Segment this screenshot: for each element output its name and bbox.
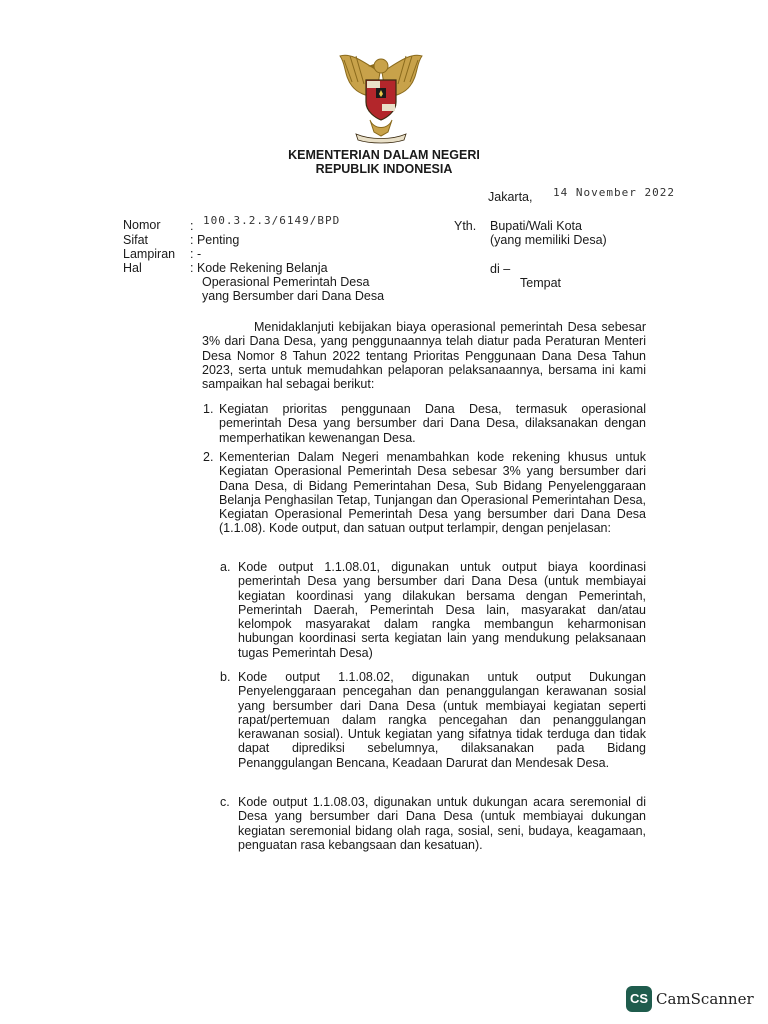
nomor-colon: :	[190, 219, 194, 233]
letter-date: 14 November 2022	[553, 186, 675, 199]
camscanner-logo-icon: CS	[626, 986, 652, 1012]
hal-line-1: : Kode Rekening Belanja	[190, 261, 328, 275]
recipient-line-2: (yang memiliki Desa)	[490, 233, 607, 247]
subitem-a-letter: a.	[220, 560, 231, 574]
letter-place: Jakarta,	[488, 190, 533, 204]
intro-paragraph: Menidaklanjuti kebijakan biaya operasional pemerintah Desa sebesar 3% dari Dana Desa, yang penggunaannya telah diatur pada Peraturan Menteri Desa Nomor 8 Tahun 2022 tentang Prioritas Penggunaan Dana Desa Tahun 2023, serta untuk memudahkan pelaporan pelaksanaannya, bersama ini kami sampaikan hal sebagai berikut:	[202, 320, 646, 392]
lampiran-label: Lampiran	[123, 247, 176, 261]
subitem-a-text: Kode output 1.1.08.01, digunakan untuk output biaya koordinasi pemerintah Desa yang bersumber dari Dana Desa (untuk membiayai kegiatan koordinasi yang dilakukan bersama dengan Pemerintah, Pemerintah Daerah, Pemerintah Desa lain, masyarakat dan/atau kelompok masyarakat dalam rangka membangun keharmonisan hubungan koordinasi serta kegiatan lain yang mendukung pelaksanaan tugas Pemerintah Desa)	[238, 560, 646, 660]
ministry-name: KEMENTERIAN DALAM NEGERI	[288, 148, 480, 162]
lampiran-value: : -	[190, 247, 202, 261]
nomor-value: 100.3.2.3/6149/BPD	[203, 214, 341, 227]
sifat-label: Sifat	[123, 233, 149, 247]
country-name: REPUBLIK INDONESIA	[315, 162, 453, 176]
recipient-di: di –	[490, 262, 511, 276]
hal-label: Hal	[123, 261, 142, 275]
recipient-tempat: Tempat	[520, 276, 561, 290]
camscanner-watermark: CamScanner	[656, 990, 754, 1008]
subitem-b-letter: b.	[220, 670, 231, 684]
subitem-c-text: Kode output 1.1.08.03, digunakan untuk dukungan acara seremonial di Desa yang bersumber dari Dana Desa (untuk membiayai dukungan kegiatan seremonial bidang olah raga, sosial, seni, budaya, keagamaan, penguatan rasa kebangsaan dan kesatuan).	[238, 795, 646, 852]
garuda-emblem	[330, 42, 432, 144]
hal-line-3: yang Bersumber dari Dana Desa	[202, 289, 385, 303]
item-1-number: 1.	[203, 402, 214, 416]
sifat-value: : Penting	[190, 233, 240, 247]
recipient-line-1: Bupati/Wali Kota	[490, 219, 582, 233]
item-2-number: 2.	[203, 450, 214, 464]
hal-line-2: Operasional Pemerintah Desa	[202, 275, 370, 289]
item-1-text: Kegiatan prioritas penggunaan Dana Desa, termasuk operasional pemerintah Desa yang bersumber dari Dana Desa, dilaksanakan dengan memperhatikan kewenangan Desa.	[219, 402, 646, 445]
subitem-b-text: Kode output 1.1.08.02, digunakan untuk output Dukungan Penyelenggaraan pencegahan dan penanggulangan kerawanan sosial yang bersumber dari Dana Desa (untuk membiayai kegiatan seperti rapat/pertemuan dalam rangka pencegahan dan penanggulangan kerawanan sosial). Untuk kegiatan yang sifatnya tidak terduga dan tidak dapat diprediksi sebelumnya, dilaksanakan pada Bidang Penanggulangan Bencana, Keadaan Darurat dan Mendesak Desa.	[238, 670, 646, 770]
nomor-label: Nomor	[123, 218, 161, 232]
recipient-yth: Yth.	[454, 219, 477, 233]
subitem-c-letter: c.	[220, 795, 230, 809]
item-2-text: Kementerian Dalam Negeri menambahkan kode rekening khusus untuk Kegiatan Operasional Pemerintah Desa sebesar 3% yang bersumber dari Dana Desa, di Bidang Pemerintahan Desa, Sub Bidang Penyelenggaraan Belanja Penghasilan Tetap, Tunjangan dan Operasional Pemerintahan Desa, Kegiatan Operasional Pemerintah Desa yang bersumber dari Dana Desa (1.1.08). Kode output, dan satuan output terlampir, dengan penjelasan:	[219, 450, 646, 536]
